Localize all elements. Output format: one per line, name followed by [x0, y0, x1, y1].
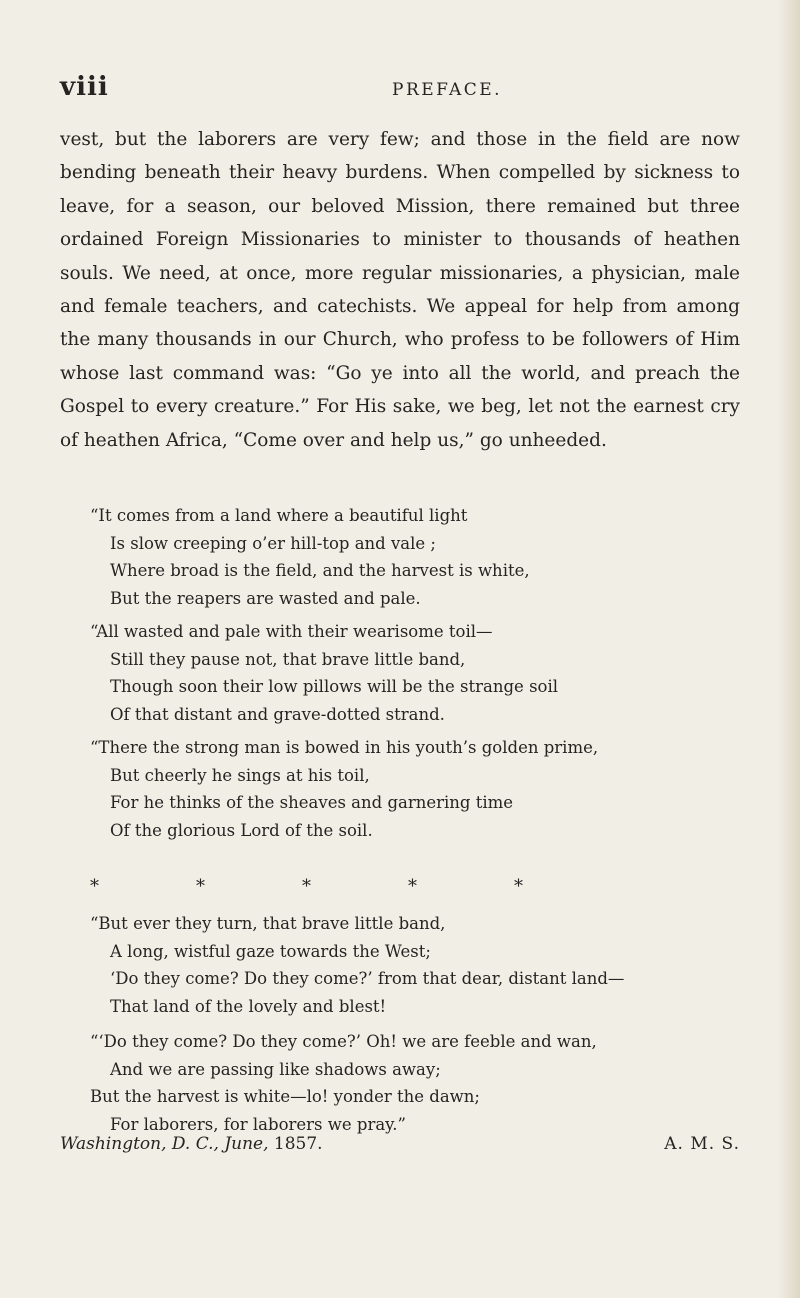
poem-line: “It comes from a land where a beautiful light — [90, 506, 468, 525]
asterisk: * — [90, 876, 99, 897]
poem-line: Still they pause not, that brave little band, — [110, 649, 466, 669]
poem-line: “‘Do they come? Do they come?’ Oh! we are feeble and wan, — [90, 1032, 597, 1051]
poem-stanza-1 — [0, 502, 800, 612]
poem-line: And we are passing like shadows away; — [110, 1059, 441, 1079]
poem-line: For laborers, for laborers we pray.” — [110, 1114, 406, 1134]
preface-paragraph: vest, but the laborers are very few; and those in the field are now bending beneath their heavy burdens. When compelled by sickness to leave, for a season, our beloved Mission, there remained but three ordained Foreign Missionaries to minister to thousands of heathen souls. We need, at once, more regular missionaries, a physician, male and female teachers, and catechists. We appeal for help from among the many thousands in our Church, who profess to be followers of Him whose last command was: “Go ye into all the world, and preach the Gospel to every creature.” For His sake, we beg, let not the earnest cry of heathen Africa, “Come over and help us,” go unheeded. — [60, 129, 740, 451]
signature-year: 1857. — [273, 1134, 323, 1154]
running-head: PREFACE. — [392, 80, 503, 100]
poem-line: “There the strong man is bowed in his youth’s golden prime, — [90, 738, 599, 757]
poem-line: Is slow creeping o’er hill-top and vale ; — [110, 533, 436, 553]
poem-line: For he thinks of the sheaves and garnering time — [110, 793, 514, 812]
poem-line: Where broad is the field, and the harvest is white, — [110, 561, 530, 580]
asterisk: * — [514, 876, 523, 897]
asterisk: * — [196, 876, 205, 897]
poem-line: “All wasted and pale with their wearisome toil— — [90, 622, 493, 641]
poem-line: But cheerly he sings at his toil, — [110, 765, 370, 785]
signature-initials: A. M. S. — [664, 1134, 740, 1154]
poem-stanza-5 — [0, 1028, 800, 1138]
asterisk: * — [408, 876, 417, 897]
poem-line: A long, wistful gaze towards the West; — [110, 941, 431, 961]
poem-line: ‘Do they come? Do they come?’ from that dear, distant land— — [110, 969, 625, 988]
signature-line — [60, 1134, 740, 1164]
poem-line: Of the glorious Lord of the soil. — [110, 820, 373, 840]
page-header — [60, 72, 740, 108]
poem-line: “But ever they turn, that brave little band, — [90, 914, 446, 933]
poem-line: But the harvest is white—lo! yonder the dawn; — [90, 1087, 480, 1106]
signature-place: Washington, D. C., June, — [60, 1134, 269, 1154]
poem-stanza-3 — [0, 734, 800, 844]
signature-place-date — [60, 1134, 323, 1154]
asterisk: * — [302, 876, 311, 897]
poem-line: But the reapers are wasted and pale. — [110, 588, 421, 608]
poem-stanza-2 — [0, 618, 800, 728]
poem-stanza-4 — [0, 910, 800, 1020]
poem-line: That land of the lovely and blest! — [110, 996, 387, 1016]
poem-line: Of that distant and grave-dotted strand. — [110, 704, 445, 724]
poem-line: Though soon their low pillows will be the strange soil — [110, 677, 559, 696]
page-number: viii — [60, 72, 109, 102]
